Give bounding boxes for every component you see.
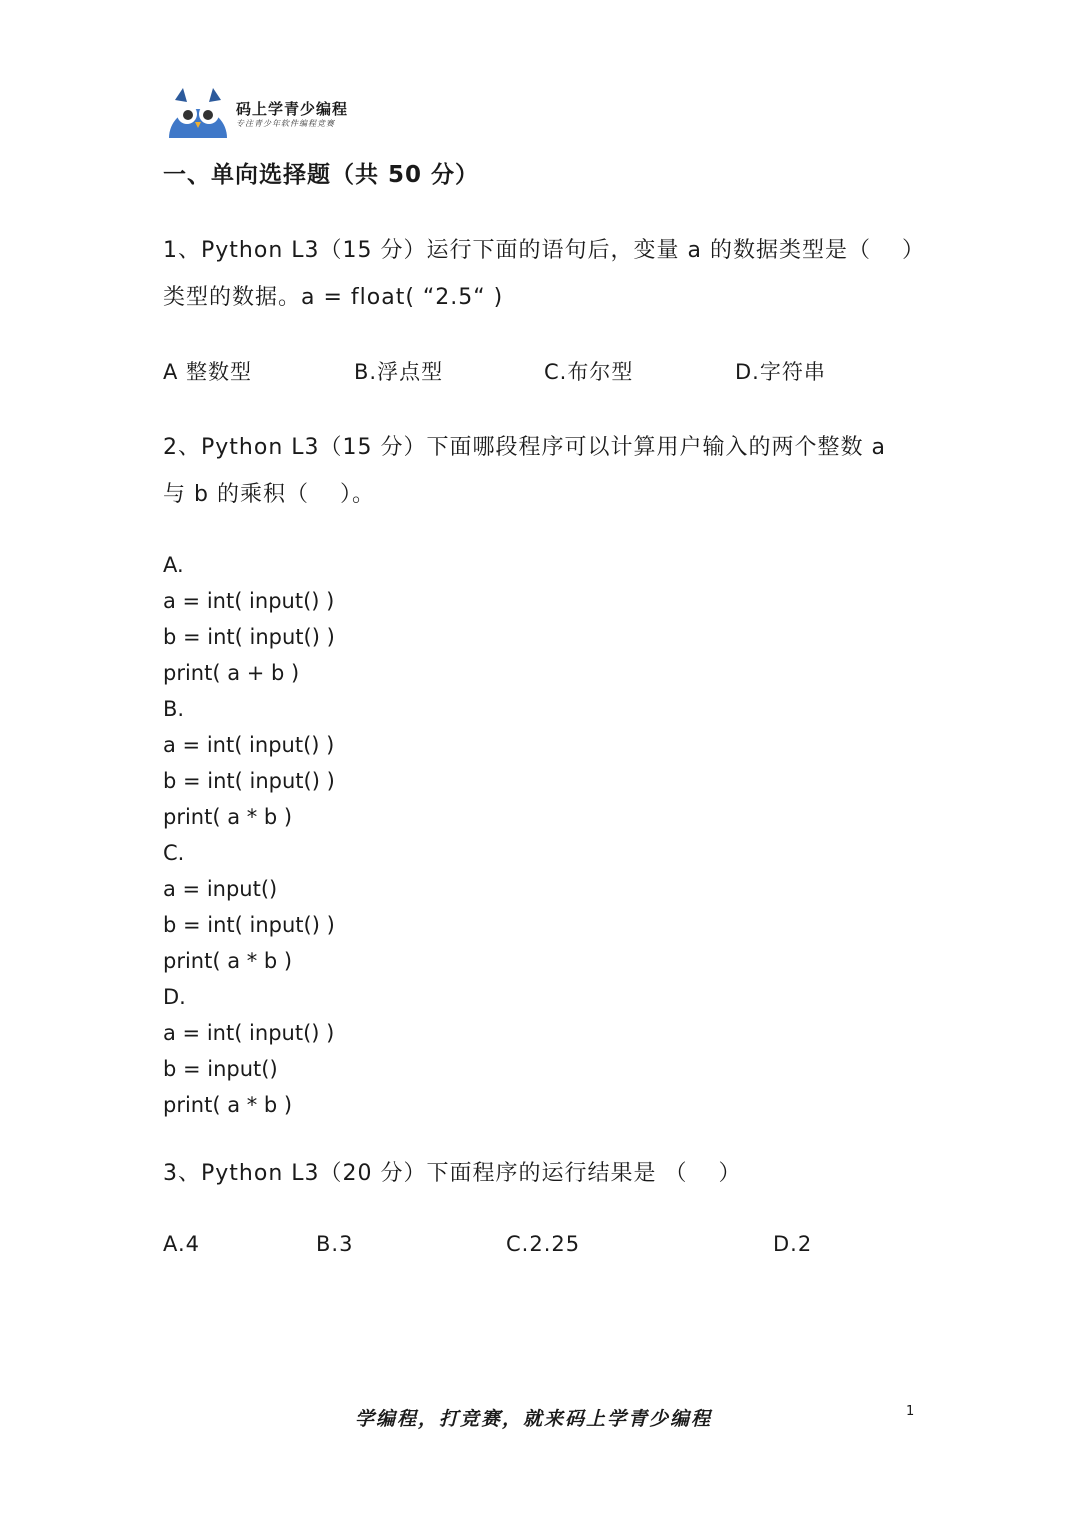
q2-code-line: a = int( input() ) [163, 1021, 335, 1045]
q2-code-line: a = int( input() ) [163, 589, 335, 613]
q2-code-line: print( a + b ) [163, 661, 300, 685]
q1-text-line1: 1、Python L3（15 分）运行下面的语句后，变量 a 的数据类型是（ ） [163, 238, 925, 263]
q2-code-line: C. [163, 841, 185, 865]
q2-text-line2: 与 b 的乘积（ ）。 [163, 482, 375, 507]
q3-option-a: A.4 [163, 1232, 201, 1256]
brand-slogan: 专注青少年软件编程竞赛 [236, 119, 335, 128]
q2-code-line: b = int( input() ) [163, 769, 335, 793]
section-title: 一、单向选择题（共 50 分） [163, 162, 480, 188]
q2-code-line: a = input() [163, 877, 278, 901]
q1-option-c: C.布尔型 [544, 360, 634, 384]
q3-option-b: B.3 [316, 1232, 354, 1256]
q2-code-line: b = int( input() ) [163, 913, 335, 937]
brand-name: 码上学青少编程 [236, 100, 349, 118]
q3-option-d: D.2 [773, 1232, 813, 1256]
q1-option-d: D.字符串 [735, 360, 826, 384]
q2-code-line: print( a * b ) [163, 805, 293, 829]
q2-code-line: b = input() [163, 1057, 278, 1081]
q3-text-line1: 3、Python L3（20 分）下面程序的运行结果是 （ ） [163, 1161, 742, 1186]
q2-code-line: print( a * b ) [163, 949, 293, 973]
q2-code-line: a = int( input() ) [163, 733, 335, 757]
q3-option-c: C.2.25 [506, 1232, 581, 1256]
q1-option-b: B.浮点型 [354, 360, 444, 384]
q2-code-line: D. [163, 985, 186, 1009]
q1-text-line2: 类型的数据。a = float( “2.5“ ) [163, 285, 504, 310]
q2-text-line1: 2、Python L3（15 分）下面哪段程序可以计算用户输入的两个整数 a [163, 435, 886, 460]
q2-code-line: print( a * b ) [163, 1093, 293, 1117]
page-number: 1 [906, 1404, 915, 1419]
owl-logo-icon [165, 80, 231, 138]
q1-option-a: A 整数型 [163, 360, 253, 384]
q2-code-line: A. [163, 553, 184, 577]
q2-code-line: B. [163, 697, 185, 721]
footer-slogan: 学编程，打竞赛，就来码上学青少编程 [355, 1408, 713, 1430]
q2-code-line: b = int( input() ) [163, 625, 335, 649]
